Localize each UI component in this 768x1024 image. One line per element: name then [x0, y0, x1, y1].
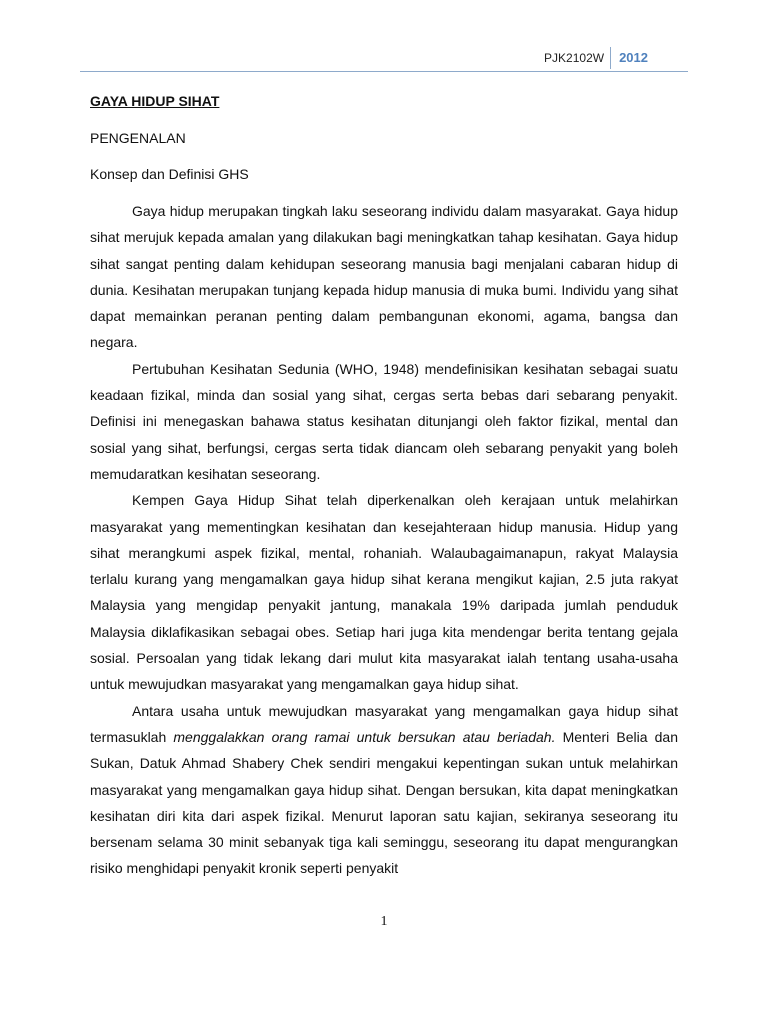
paragraph-1: Gaya hidup merupakan tingkah laku seseorang individu dalam masyarakat. Gaya hidup sihat merujuk kepada amalan yang dilakukan bagi meningkatkan tahap kesihatan. Gaya hidup sihat sangat penting dalam kehidupan seseorang manusia bagi menjalani cabaran hidup di dunia. Kesihatan merupakan tunjang kepada hidup manusia di muka bumi. Individu yang sihat dapat memainkan peranan penting dalam pembangunan ekonomi, agama, bangsa dan negara. — [90, 203, 678, 351]
paragraph-4-lead: Antara usaha untuk mewujudkan masyarakat yang mengamalkan gaya hidup sihat termasuklah — [90, 702, 678, 745]
paragraph-4-rest: Menteri Belia dan Sukan, Datuk Ahmad Shabery Chek sendiri mengakui kepentingan sukan untuk melahirkan masyarakat yang mengamalkan gaya hidup sihat. Dengan bersukan, kita dapat meningkatkan kesihatan diri kita dari aspek fizikal. Menurut laporan satu kajian, sekiranya seseorang itu bersenam selama 30 minit sebanyak tiga kali seminggu, seseorang itu dapat mengurangkan risiko menghidapi penyakit kronik seperti penyakit — [90, 728, 679, 877]
paragraph-4 — [90, 698, 678, 882]
header-year: 2012 — [619, 50, 648, 65]
document-body — [90, 91, 678, 882]
paragraph-2: Pertubuhan Kesihatan Sedunia (WHO, 1948) mendefinisikan kesihatan sebagai suatu keadaan fizikal, minda dan sosial yang sihat, cergas serta bebas dari sebarang penyakit. Definisi ini menegaskan bahawa status kesihatan ditunjangi oleh faktor fizikal, mental dan sosial yang sihat, berfungsi, cergas serta tidak diancam oleh sebarang penyakit yang boleh memudaratkan kesihatan seseorang. — [90, 360, 678, 482]
paragraph-4-emphasis: menggalakkan orang ramai untuk bersukan atau beriadah. — [173, 728, 556, 745]
paragraph-3: Kempen Gaya Hidup Sihat telah diperkenalkan oleh kerajaan untuk melahirkan masyarakat yang mementingkan kesihatan dan kesejahteraan hidup manusia. Hidup yang sihat merangkumi aspek fizikal, mental, rohaniah. Walaubagaimanapun, rakyat Malaysia terlalu kurang yang mengamalkan gaya hidup sihat kerana mengikut kajian, 2.5 juta rakyat Malaysia yang mengidap penyakit jantung, manakala 19% daripada jumlah penduduk Malaysia diklafikasikan sebagai obes. Setiap hari juga kita mendengar berita tentang gejala sosial. Persoalan yang tidak lekang dari mulut kita masyarakat ialah tentang usaha-usaha untuk mewujudkan masyarakat yang mengamalkan gaya hidup sihat. — [90, 492, 678, 693]
page-number: 1 — [380, 914, 388, 929]
running-header — [544, 46, 648, 70]
document-title: GAYA HIDUP SIHAT — [90, 93, 220, 109]
paragraph-list — [90, 198, 678, 882]
course-code: PJK2102W — [544, 51, 605, 65]
subsection-heading: Konsep dan Definisi GHS — [90, 166, 249, 182]
section-heading: PENGENALAN — [90, 130, 186, 146]
header-rule — [80, 71, 688, 72]
